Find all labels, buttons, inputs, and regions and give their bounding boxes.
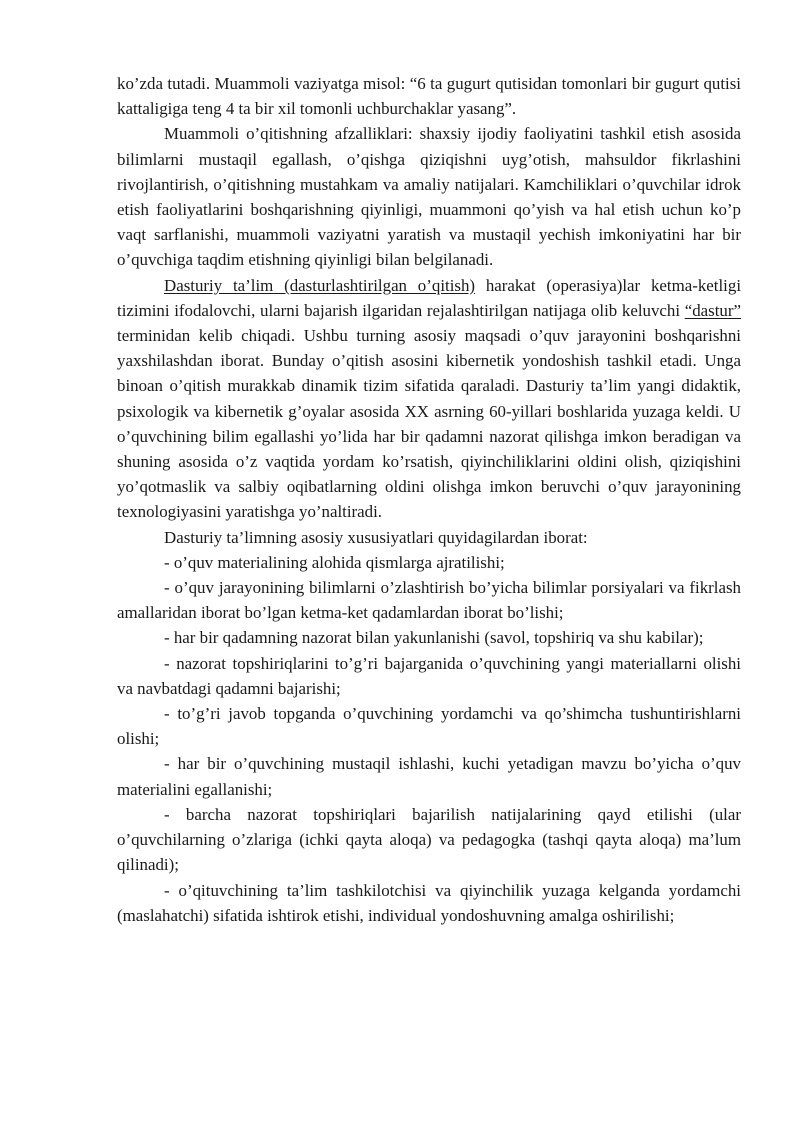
- term-dastur: “dastur”: [684, 300, 741, 320]
- paragraph-text-part: terminidan kelib chiqadi. Ushbu turning asosiy maqsadi o’quv jarayonini boshqarishni yaxshilashdan iborat. Bunday o’qitish asosini kibernetik yondoshish tashkil etadi. Unga binoan o’qitish murakkab dinamik tizim sifatida qaraladi. Dasturiy ta’lim yangi didaktik, psixologik va kibernetik g’oyalar asosida XX asrning 60-yillari boshlarida yuzaga keldi. U o’quvchining bilim egallashi yo’lida har bir qadamni nazorat qilishga imkon beradigan va shuning asosida o’z vaqtida yordam ko’rsatish, qiyinchiliklarini oldini olish, qiziqishini yo’qotmaslik va salbiy oqibatlarning oldini olishga imkon beruvchi o’quv jarayonining texnologiyasini yaratishga yo’naltiradi.: [117, 326, 741, 522]
- list-item: - to’g’ri javob topganda o’quvchining yordamchi va qo’shimcha tushuntirishlarni olishi;: [117, 704, 741, 749]
- list-item: - barcha nazorat topshiriqlari bajarilish natijalarining qayd etilishi (ular o’quvchilarning o’zlariga (ichki qayta aloqa) va pedagogka (tashqi qayta aloqa) ma’lum qilinadi);: [117, 804, 741, 875]
- paragraph-advantages: Muammoli o’qitishning afzalliklari: shaxsiy ijodiy faoliyatini tashkil etish asosida bilimlarni mustaqil egallash, o’qishga qiziqishni uyg’otish, mahsuldor fikrlashini rivojlantirish, o’qitishning mustahkam va amaliy natijalari. Kamchiliklari o’quvchilar idrok etish faoliyatlarini boshqarishning qiyinligi, muammoni qo’yish va hal etish uchun ko’p vaqt sarflanishi, muammoli vaziyatni yaratish va mustaqil yechish imkoniyatini har bir o’quvchiga taqdim etishning qiyinligi bilan belgilanadi.: [117, 124, 741, 270]
- document-page: [117, 71, 741, 928]
- list-item: - har bir qadamning nazorat bilan yakunlanishi (savol, topshiriq va shu kabilar);: [164, 628, 704, 648]
- list-item: - o’quv jarayonining bilimlarni o’zlashtirish bo’yicha bilimlar porsiyalari va fikrlash amallaridan iborat bo’lgan ketma-ket qadamlardan iborat bo’lishi;: [117, 578, 741, 623]
- paragraph-features-intro: Dasturiy ta’limning asosiy xususiyatlari quyidagilardan iborat:: [164, 527, 588, 547]
- list-item: - o’quv materialining alohida qismlarga ajratilishi;: [164, 552, 505, 572]
- paragraph-text-part: harakat (operasiya)lar ketma-ketligi tizimini ifodalovchi, ularni bajarish ilgaridan rejalashtirilgan natijaga olib keluvchi: [117, 275, 742, 320]
- paragraph-programmed-learning: [117, 273, 741, 525]
- list-item: - har bir o’quvchining mustaqil ishlashi, kuchi yetadigan mavzu bo’yicha o’quv materialini egallanishi;: [117, 754, 741, 799]
- term-programmed-learning: Dasturiy ta’lim (dasturlashtirilgan o’qitish): [164, 275, 476, 295]
- list-item: - nazorat topshiriqlarini to’g’ri bajarganida o’quvchining yangi materiallarni olishi va navbatdagi qadamni bajarishi;: [117, 653, 741, 698]
- paragraph-intro: ko’zda tutadi. Muammoli vaziyatga misol: “6 ta gugurt qutisidan tomonlari bir gugurt qutisi kattaligiga teng 4 ta bir xil tomonli uchburchaklar yasang”.: [117, 74, 741, 119]
- list-item: - o’qituvchining ta’lim tashkilotchisi va qiyinchilik yuzaga kelganda yordamchi (maslahatchi) sifatida ishtirok etishi, individual yondoshuvning amalga oshirilishi;: [117, 880, 741, 925]
